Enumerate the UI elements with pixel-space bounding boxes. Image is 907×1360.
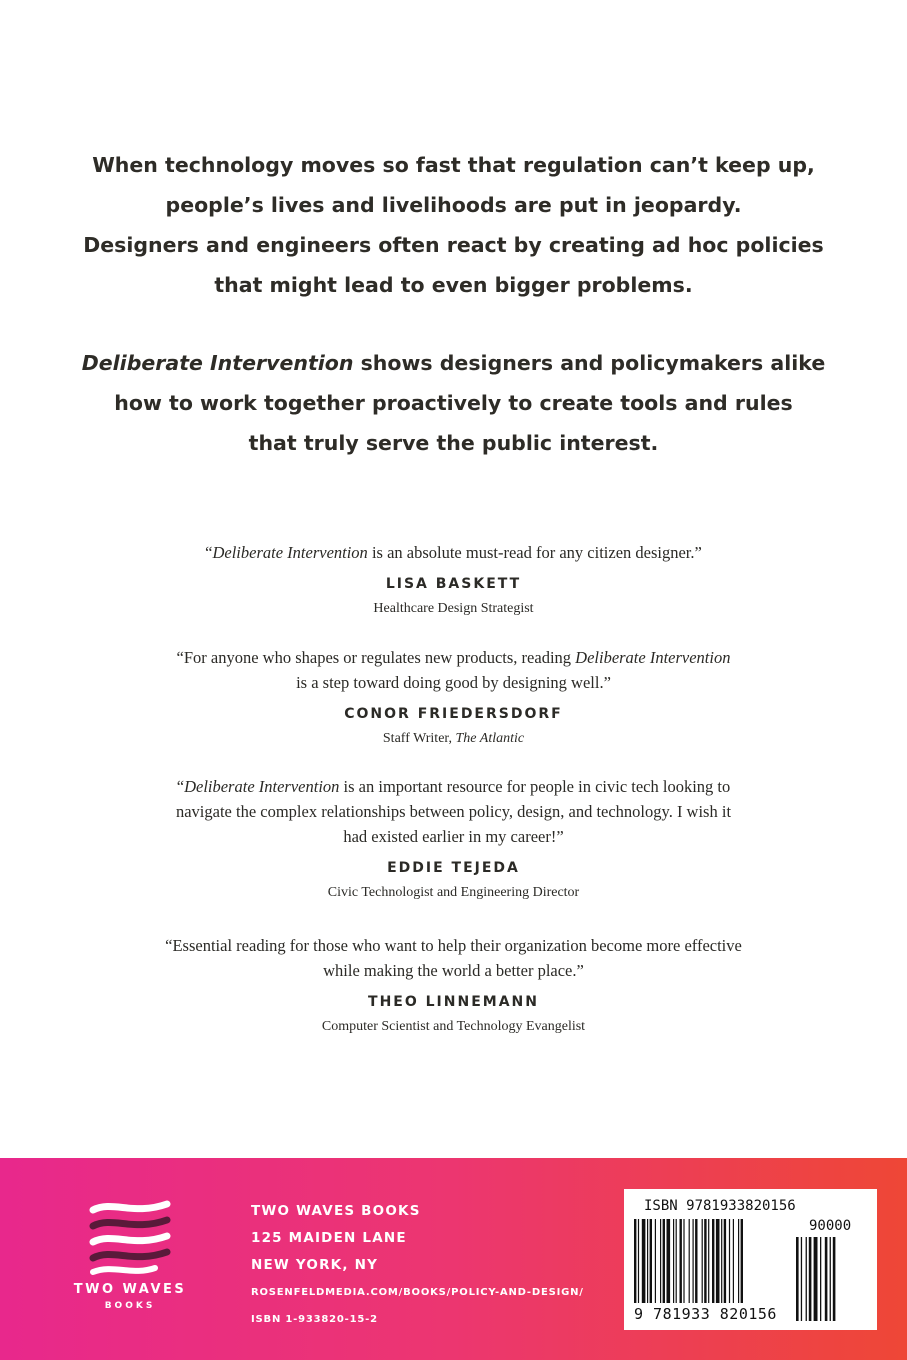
barcode-bar (716, 1219, 720, 1303)
barcode-bar (655, 1219, 656, 1303)
barcode-bar (676, 1219, 677, 1303)
quote-text-line: “Essential reading for those who want to help their organization become more effective (165, 936, 742, 955)
back-cover-blurb-paragraph-1 (60, 145, 847, 305)
blurb-line: that might lead to even bigger problems. (214, 273, 693, 297)
barcode-bar (733, 1219, 734, 1303)
blurb-line-rest: shows designers and policymakers alike (353, 351, 826, 375)
barcode-bar (729, 1219, 730, 1303)
isbn-barcode (624, 1189, 877, 1330)
blurb-line: that truly serve the public interest. (248, 431, 659, 455)
blurb-line: how to work together proactively to create tools and rules (114, 391, 793, 415)
quote-text-line: navigate the complex relationships between policy, design, and technology. I wish it (175, 802, 732, 821)
isbn-10: ISBN 1-933820-15-2 (251, 1314, 378, 1325)
barcode-addon-code: 90000 (809, 1218, 852, 1234)
blurb-line (60, 343, 847, 383)
barcode-addon-bar (809, 1237, 812, 1321)
quote-text (80, 774, 827, 849)
barcode-addon-bar (825, 1237, 828, 1321)
endorsement-quote (80, 540, 827, 619)
quote-book-title: Deliberate Intervention (212, 543, 368, 562)
barcode-bar (724, 1219, 726, 1303)
endorsement-quote (80, 645, 827, 749)
barcode-bar (650, 1219, 652, 1303)
publisher-street: 125 MAIDEN LANE (251, 1230, 407, 1246)
quote-text (80, 540, 827, 565)
barcode-bar (689, 1219, 690, 1303)
barcode-bar (695, 1219, 697, 1303)
endorser-name: THEO LINNEMANN (368, 994, 539, 1010)
blurb-line: people’s lives and livelihoods are put in jeopardy. (165, 193, 742, 217)
blurb-line: When technology moves so fast that regulation can’t keep up, (92, 153, 815, 177)
quote-text-line: “For anyone who shapes or regulates new products, reading (176, 648, 576, 667)
barcode-bar (741, 1219, 743, 1303)
barcode-bar (683, 1219, 684, 1303)
back-cover-blurb-paragraph-2 (60, 343, 847, 463)
barcode-bar (667, 1219, 671, 1303)
barcode-bar (647, 1219, 648, 1303)
publisher-name: TWO WAVES BOOKS (251, 1203, 421, 1219)
quote-book-title: Deliberate Intervention (184, 777, 340, 796)
publisher-footer-band (0, 1158, 907, 1360)
logo-wordmark-sub: BOOKS (104, 1301, 156, 1311)
endorser-name: LISA BASKETT (385, 576, 522, 592)
barcode-bar (721, 1219, 722, 1303)
endorser-role: Civic Technologist and Engineering Director (327, 885, 580, 900)
barcode-addon-bar (830, 1237, 831, 1321)
quote-text-line: while making the world a better place.” (323, 961, 584, 980)
barcode-bar (660, 1219, 661, 1303)
quote-text-line: is an important resource for people in civic tech looking to (339, 777, 731, 796)
barcode-addon-bar (820, 1237, 821, 1321)
blurb-line: Designers and engineers often react by creating ad hoc policies (83, 233, 824, 257)
barcode-bar (738, 1219, 739, 1303)
barcode-bar (693, 1219, 694, 1303)
barcode-human-readable: 9 781933 820156 (634, 1305, 777, 1323)
quote-text-line: is a step toward doing good by designing well.” (296, 673, 611, 692)
barcode-addon-bar (833, 1237, 836, 1321)
endorser-name: CONOR FRIEDERSDORF (344, 706, 563, 722)
barcode-bar (704, 1219, 706, 1303)
publication-name: The Atlantic (455, 731, 525, 746)
endorsement-quote (80, 933, 827, 1037)
publisher-url[interactable]: ROSENFELDMEDIA.COM/BOOKS/POLICY-AND-DESIGN/ (251, 1287, 584, 1298)
barcode-bar (712, 1219, 714, 1303)
barcode-bar (638, 1219, 639, 1303)
role-prefix: Staff Writer, (382, 731, 456, 746)
barcode-addon-bar (801, 1237, 802, 1321)
logo-wordmark: TWO WAVES (73, 1282, 187, 1297)
endorser-name: EDDIE TEJEDA (387, 860, 520, 876)
barcode-bar (702, 1219, 703, 1303)
endorser-role: Healthcare Design Strategist (373, 601, 534, 616)
endorser-role: Computer Scientist and Technology Evangelist (321, 1019, 586, 1034)
barcode-bar (642, 1219, 646, 1303)
publisher-logo (60, 1196, 200, 1311)
endorser-role (80, 729, 827, 749)
isbn-13-label: ISBN 9781933820156 (644, 1198, 796, 1214)
barcode-bar (634, 1219, 636, 1303)
waves-icon (85, 1196, 175, 1276)
quote-text (80, 933, 827, 983)
quote-open-mark: “ (176, 777, 185, 796)
barcode-addon-bar (806, 1237, 807, 1321)
barcode-bar (673, 1219, 674, 1303)
quote-text (80, 645, 827, 695)
quote-book-title: Deliberate Intervention (575, 648, 731, 667)
barcode-addon-bar (814, 1237, 818, 1321)
publisher-address (251, 1198, 584, 1333)
quote-text-line: had existed earlier in my career!” (343, 827, 564, 846)
barcode-addon-bar (796, 1237, 799, 1321)
book-title-italic: Deliberate Intervention (81, 351, 354, 375)
barcode-bar (680, 1219, 682, 1303)
quote-text-rest: is an absolute must-read for any citizen designer.” (367, 543, 702, 562)
barcode-bar (708, 1219, 709, 1303)
quote-open-mark: “ (205, 543, 213, 562)
endorsement-quote (80, 774, 827, 903)
publisher-city: NEW YORK, NY (251, 1257, 379, 1273)
barcode-bar (663, 1219, 665, 1303)
